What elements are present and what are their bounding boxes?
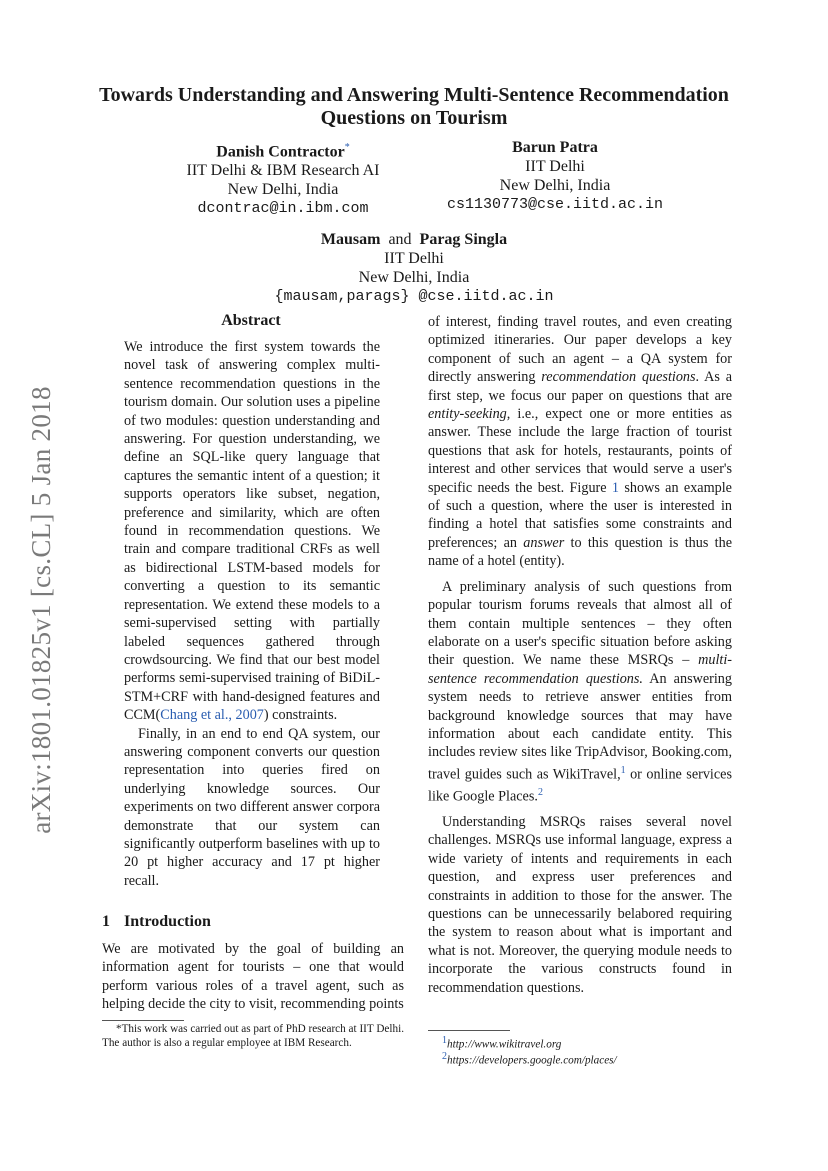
- intro-paragraph: [428, 313, 732, 571]
- title-line-1: Towards Understanding and Answering Multi-Sentence Recommendation: [99, 84, 729, 106]
- intro-left-column: [102, 940, 404, 1014]
- author-affiliation: IIT Delhi: [384, 250, 444, 267]
- footnote-link[interactable]: 2: [537, 786, 543, 798]
- footnote-rule: [428, 1030, 510, 1031]
- arxiv-identifier: arXiv:1801.01825v1 [cs.CL] 5 Jan 2018: [26, 386, 56, 834]
- author-location: New Delhi, India: [499, 177, 611, 194]
- body-text: A preliminary analysis of such questions from popular tourism forums reveals that almost all of them contain multiple sentences – they often elaborate on a user's specific situation before asking their question. We name these MSRQs –: [428, 578, 732, 669]
- author-name: Mausam: [320, 231, 381, 248]
- author-name: Barun Patra: [512, 139, 598, 156]
- body-text-italic: entity-seeking: [428, 406, 507, 423]
- figure-link[interactable]: 1: [611, 479, 620, 496]
- footnote-2: [428, 1050, 732, 1068]
- abstract-text: ) constraints.: [263, 707, 338, 724]
- author-affiliation: IIT Delhi: [525, 158, 585, 175]
- abstract-paragraph: [124, 338, 380, 725]
- section-heading-introduction: [102, 913, 211, 931]
- body-text: . As a first step, we focus our paper on questions that are: [428, 369, 733, 404]
- footnote-mark: 2: [442, 1051, 447, 1062]
- footnote-mark: 1: [442, 1035, 447, 1046]
- intro-paragraph: [428, 578, 732, 806]
- footnote-star: [102, 1022, 404, 1050]
- intro-paragraph: We are motivated by the goal of building an information agent for tourists – one that would perform various roles of a travel agent, such as helping decide the city to visit, recommending points: [102, 941, 404, 1013]
- footnote-url[interactable]: https://developers.google.com/places/: [447, 1054, 617, 1067]
- author-location: New Delhi, India: [358, 269, 470, 286]
- author-email: cs1130773@cse.iitd.ac.in: [446, 196, 664, 213]
- paper-title: [90, 84, 738, 130]
- abstract-heading: Abstract: [221, 312, 281, 329]
- intro-paragraph: Understanding MSRQs raises several novel challenges. MSRQs use informal language, express a wide variety of intents and requirements in each question, and express user preferences and constraints in addition to those for the answer. The questions can be unnecessarily belabored requiring the system to reason about what is important and what is not. Moreover, the querying module needs to incorporate the various constructs found in recommendation questions.: [428, 814, 732, 996]
- title-line-2: Questions on Tourism: [320, 107, 508, 129]
- author-block-3: [214, 230, 614, 306]
- section-title: Introduction: [124, 913, 211, 930]
- body-text: or online services like Google Places.: [428, 766, 732, 805]
- body-text: shows an example of such a question, where the user is interested in finding a hotel that satisfies some constraints and preferences; an: [428, 479, 732, 551]
- author-conjunction: and: [388, 231, 412, 248]
- body-text: to this question is thus the name of a hotel (entity).: [428, 534, 732, 570]
- author-email-domain: @cse.iitd.ac.in: [409, 288, 554, 305]
- right-column: [428, 313, 732, 997]
- author-name: Parag Singla: [419, 231, 508, 248]
- abstract-body: [124, 338, 380, 890]
- body-text: , i.e., expect one or more entities as answer. These include the large fraction of tourist questions that ask for hotels, restaurants, points of interest and other services that would serve a user's specific needs the best. Figure: [428, 406, 732, 496]
- footnote-link[interactable]: 1: [620, 764, 626, 776]
- body-text: of interest, finding travel routes, and even creating optimized itineraries. Our paper develops a key component of such an agent – a QA system for directly answering: [428, 314, 732, 386]
- author-email-group: {mausam,parags}: [274, 288, 410, 305]
- citation-link[interactable]: Chang et al., 2007: [160, 707, 264, 724]
- author-footnote-mark: *: [344, 142, 350, 153]
- footnote-url[interactable]: http://www.wikitravel.org: [447, 1038, 562, 1051]
- body-text-italic: recommendation questions: [541, 369, 696, 386]
- author-block-2: [424, 138, 686, 214]
- author-affiliation: IIT Delhi & IBM Research AI: [186, 162, 380, 180]
- author-block-1: [160, 138, 406, 218]
- author-name: Danish Contractor: [216, 143, 345, 161]
- body-text-italic: multi-sentence recommendation questions.: [428, 652, 732, 687]
- body-text-italic: answer: [523, 534, 565, 551]
- abstract-paragraph: Finally, in an end to end QA system, our answering component converts our question representation into queries fired on underlying knowledge sources. Our experiments on two different answer corpora demonstrate that our system can significantly outperform baselines with up to 20 pt higher accuracy and 17 pt higher recall.: [124, 725, 380, 889]
- footnote-mark: *: [116, 1023, 122, 1035]
- body-text: An answering system needs to retrieve answer entities from background knowledge sources that may have information about each candidate entity. This includes review sites like TripAdvisor, Booking.com, travel guides such as WikiTravel,: [428, 670, 732, 783]
- footnote-text: This work was carried out as part of PhD research at IIT Delhi. The author is also a regular employee at IBM Research.: [102, 1023, 404, 1049]
- footnote-rule: [102, 1020, 184, 1021]
- abstract-text: We introduce the first system towards the novel task of answering complex multi-sentence recommendation questions in the tourism domain. Our solution uses a pipeline of two modules: question understanding and answering. For question understanding, we define an SQL-like query language that captures the semantic intent of a question; it supports operators like subset, negation, preference and similarity, which are often found in recommendation questions. We train and compare traditional CRFs as well as bidirectional LSTM-based models for converting a question to its semantic representation. We extend these models to a semi-supervised setting with partially labeled sequences gathered through crowdsourcing. We find that our best model performs semi-supervised training of BiDiL-STM+CRF with hand-designed features and CCM(: [124, 339, 380, 724]
- author-location: New Delhi, India: [227, 181, 339, 199]
- author-email: dcontrac@in.ibm.com: [197, 200, 369, 218]
- section-number: 1: [102, 913, 110, 930]
